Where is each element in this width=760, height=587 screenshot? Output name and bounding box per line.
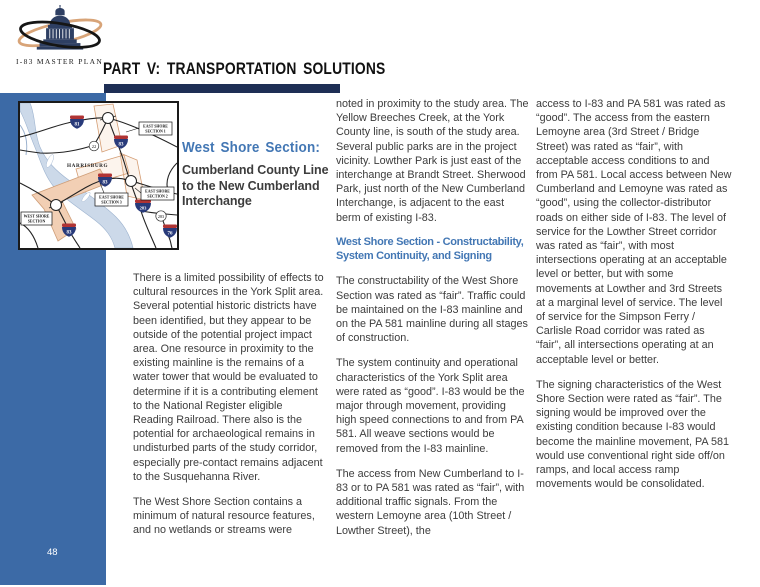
body-paragraph: access to I-83 and PA 581 was rated as “good”. The access from the eastern Lemoyne area (3rd Street / Bridge Street) was rated as “fair”, with acceptable access conditions to and from PA 581. Local access between New Cumberland and Lemoyne was rated as “good”, using the collector-distributor roads on either side of I-83. The level of service for the Lowther Street corridor was rated as “fair”, with most intersections operating at an acceptable level or better, but with some movements at Lowther and 3rd Streets at a marginal level of service. The level of service for the Simpson Ferry / Carlisle Road corridor was rated as “fair”, all intersections operating at an acceptable level or better. bbox=[536, 98, 732, 366]
svg-text:SECTION 1: SECTION 1 bbox=[145, 129, 166, 134]
svg-text:81: 81 bbox=[74, 122, 80, 128]
page-title: PART V: TRANSPORTATION SOLUTIONS bbox=[103, 60, 386, 78]
west-shore-section-label bbox=[21, 212, 52, 225]
body-paragraph: The signing characteristics of the West Shore Section were rated as “fair”. The signing would be improved over the existing condition because I-83 would become the mainline movement, PA 581 would use conventional right side off/on ramps, and local access ramp movements would be consolidated. bbox=[536, 378, 730, 491]
text-column-3 bbox=[536, 97, 732, 502]
body-paragraph: There is a limited possibility of effects to cultural resources in the York Split area. Several potential historic districts have been identified, but they appear to be outside of the potential project impact area. One resource in proximity to the existing mainline is the remains of a water tower that would be evaluated to determine if it is a contributing element to the National Register eligible Reading Railroad. There also is the potential for archaeological remains in undisturbed parts of the study corridor, especially pre-contact remains adjacent to the Susquehanna River. bbox=[133, 272, 324, 483]
interstate-81-shield bbox=[70, 116, 84, 129]
east-shore-section-3-label bbox=[95, 193, 128, 206]
svg-text:283: 283 bbox=[157, 213, 165, 219]
svg-text:283: 283 bbox=[139, 205, 147, 211]
section-intro bbox=[182, 139, 334, 210]
city-label: HARRISBURG bbox=[67, 163, 109, 169]
svg-text:83: 83 bbox=[118, 142, 124, 148]
svg-text:EAST SHORE: EAST SHORE bbox=[99, 195, 124, 200]
svg-text:83: 83 bbox=[102, 180, 108, 186]
section-heading: West Shore Section: bbox=[182, 139, 321, 156]
svg-text:76: 76 bbox=[167, 231, 173, 237]
east-shore-section-1-label bbox=[139, 122, 172, 135]
body-paragraph: The constructability of the West Shore Section was rated as “fair”. Traffic could be maintained on the I-83 mainline and on the PA 581 mainline during all stages of construction. bbox=[336, 275, 528, 345]
subsection-heading: West Shore Section - Constructability, System Continuity, and Signing bbox=[336, 235, 524, 262]
body-paragraph: The system continuity and operational characteristics of the York Split area were rated as “good”. I-83 would be the major through movement, providing high speed connections to and from PA 581. All weave sections would be removed from the I-83 mainline. bbox=[336, 357, 525, 455]
interstate-76-shield bbox=[163, 225, 177, 238]
svg-text:SECTION: SECTION bbox=[27, 219, 46, 224]
logo-caption: I-83 MASTER PLAN bbox=[16, 57, 104, 66]
svg-text:SECTION 2: SECTION 2 bbox=[147, 194, 168, 199]
pa-283-shield bbox=[135, 200, 151, 213]
header-underline-bar bbox=[104, 84, 340, 93]
body-paragraph: The West Shore Section contains a minimum of natural resource features, and no wetlands or streams were bbox=[133, 496, 315, 537]
pa-283-circle-marker bbox=[156, 211, 166, 221]
svg-text:22: 22 bbox=[91, 143, 97, 149]
us-22-marker bbox=[89, 141, 99, 151]
svg-text:SECTION 3: SECTION 3 bbox=[101, 200, 122, 205]
capitol-columns bbox=[50, 29, 70, 38]
text-column-1 bbox=[133, 271, 324, 549]
svg-text:WEST SHORE: WEST SHORE bbox=[23, 214, 50, 219]
page-number: 48 bbox=[47, 547, 58, 558]
east-shore-section-2-label bbox=[141, 187, 174, 200]
section-subtitle: Cumberland County Line to the New Cumberland Interchange bbox=[182, 163, 329, 208]
svg-text:EAST SHORE: EAST SHORE bbox=[145, 189, 170, 194]
capitol-orbit-logo bbox=[12, 5, 108, 57]
svg-text:EAST SHORE: EAST SHORE bbox=[143, 124, 168, 129]
svg-text:83: 83 bbox=[66, 230, 72, 236]
text-column-2 bbox=[336, 97, 529, 549]
study-area-map bbox=[18, 101, 179, 250]
body-paragraph: noted in proximity to the study area. The Yellow Breeches Creek, at the York County line, is south of the study area. Several public parks are in the project vicinity. Lowther Park is just east of the interchange at Brandt Street. Sherwood Park, just north of the New Cumberland Interchange, is adjacent to the east berm of existing I-83. bbox=[336, 98, 529, 224]
body-paragraph: The access from New Cumberland to I-83 or to PA 581 was rated as “fair”, with additional traffic signals. From the western Lemoyne area (10th Street / Lowther Street), the bbox=[336, 467, 525, 537]
